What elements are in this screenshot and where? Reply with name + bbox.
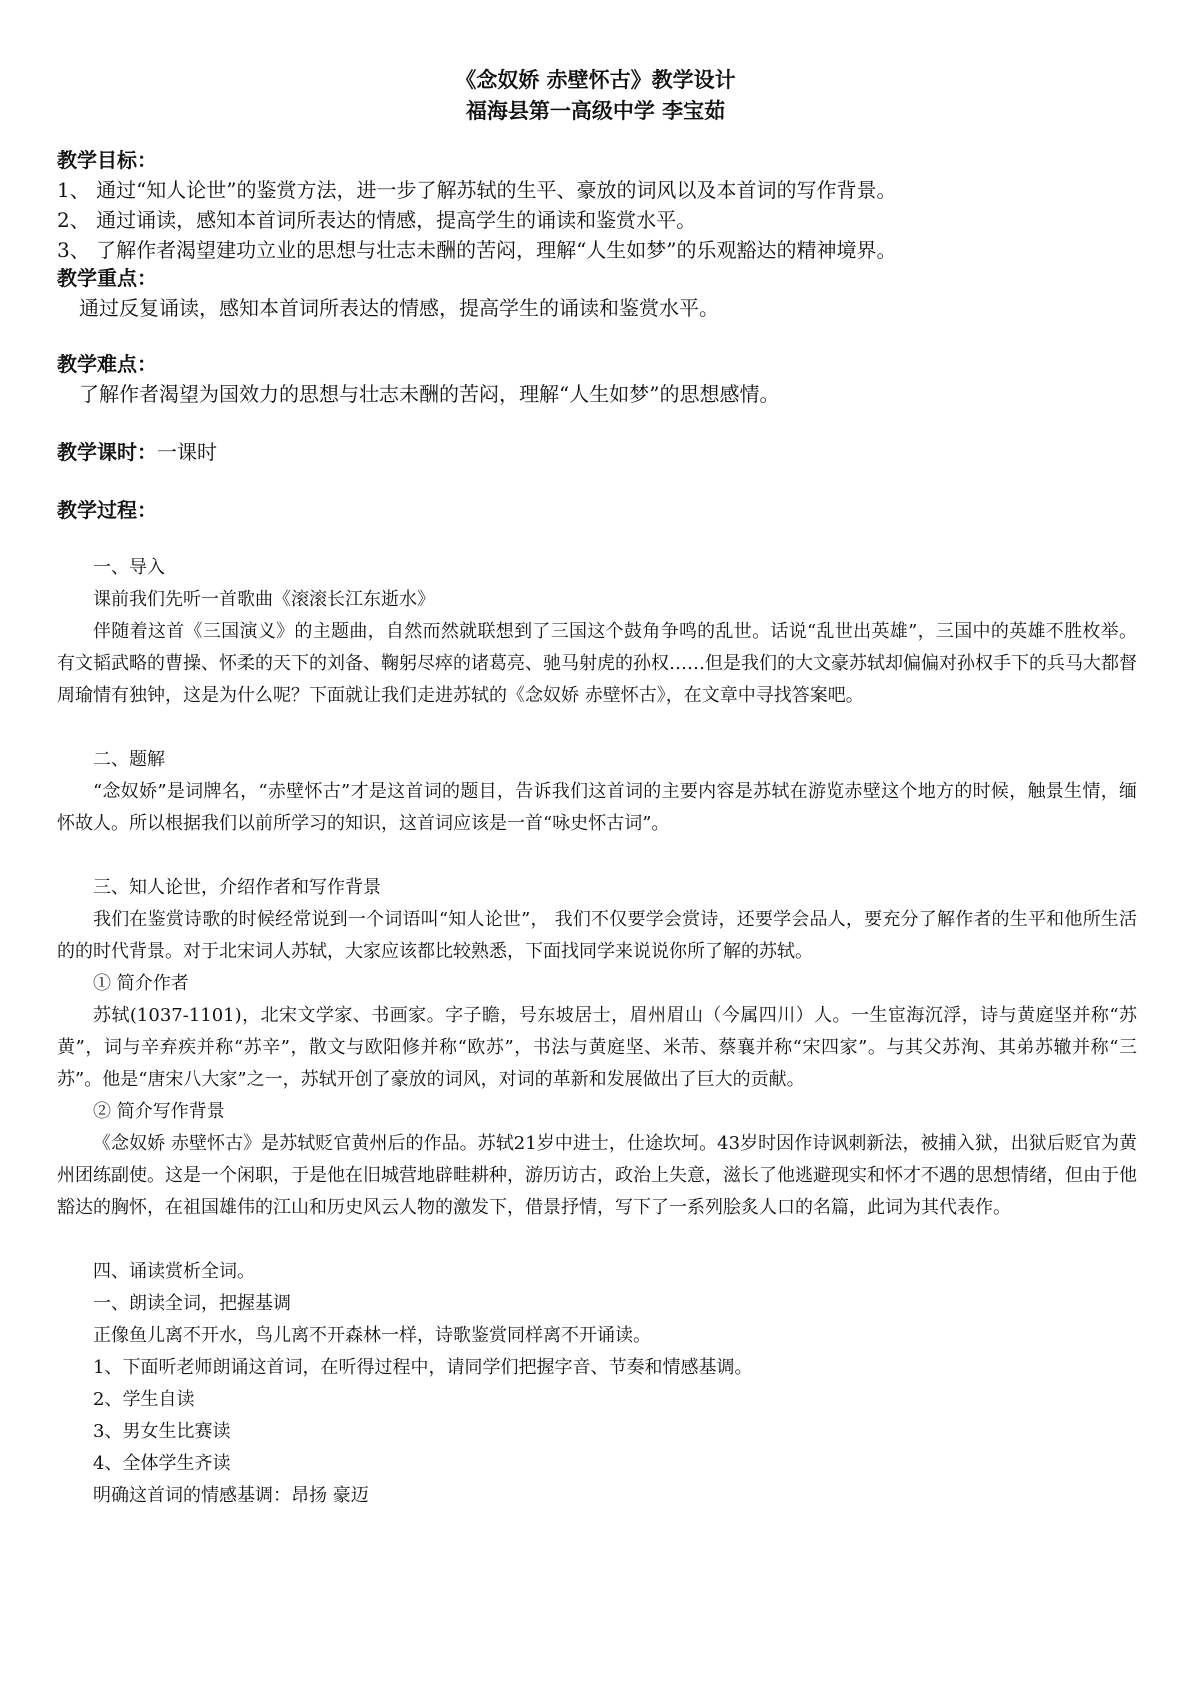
section-2-para-1: “念奴娇”是词牌名，“赤壁怀古”才是这首词的题目，告诉我们这首词的主要内容是苏轼在游览赤壁这个地方的时候，触景生情，缅怀故人。所以根据我们以前所学习的知识，这首词应该是一首“咏史怀古词”。 [57,781,1137,834]
section-4-tone: 明确这首词的情感基调：昂扬 豪迈 [93,1485,369,1506]
section-4-step-1: 1、下面听老师朗诵这首词，在听得过程中，请同学们把握字音、节奏和情感基调。 [93,1357,753,1378]
key-points-text: 通过反复诵读，感知本首词所表达的情感，提高学生的诵读和鉴赏水平。 [79,296,719,320]
process-body [57,552,1137,1512]
hours-line [57,438,217,466]
section-3-sub-2: ② 简介写作背景 [93,1101,225,1122]
hours-heading: 教学课时： [57,440,157,464]
section-1-para-1: 课前我们先听一首歌曲《滚滚长江东逝水》 [93,589,435,610]
objective-item-3: 3、 了解作者渴望建功立业的思想与壮志未酬的苦闷，理解“人生如梦”的乐观豁达的精神境界。 [57,238,897,262]
objectives-heading: 教学目标： [57,148,157,172]
section-4-step-3: 3、男女生比赛读 [93,1421,231,1442]
section-3-para-1: 我们在鉴赏诗歌的时候经常说到一个词语叫“知人论世”， 我们不仅要学会赏诗，还要学会品人，要充分了解作者的生平和他所生活的的时代背景。对于北宋词人苏轼，大家应该都比较熟悉，下面找同学来说说你所了解的苏轼。 [57,909,1137,962]
process-heading: 教学过程： [57,498,157,522]
section-1-para-2: 伴随着这首《三国演义》的主题曲，自然而然就联想到了三国这个鼓角争鸣的乱世。话说“乱世出英雄”，三国中的英雄不胜枚举。有文韬武略的曹操、怀柔的天下的刘备、鞠躬尽瘁的诸葛亮、驰马射虎的孙权……但是我们的大文豪苏轼却偏偏对孙权手下的兵马大都督周瑜情有独钟，这是为什么呢？下面就让我们走进苏轼的《念奴娇 赤壁怀古》，在文章中寻找答案吧。 [57,621,1137,706]
difficulties-heading: 教学难点： [57,352,157,376]
difficulties-text: 了解作者渴望为国效力的思想与壮志未酬的苦闷，理解“人生如梦”的思想感情。 [79,382,780,406]
document-title: 《念奴娇 赤壁怀古》教学设计 [455,67,736,92]
section-4-step-2: 2、学生自读 [93,1389,195,1410]
section-4-title: 四、诵读赏析全词。 [93,1261,255,1282]
section-1-title: 一、导入 [93,557,165,578]
section-2-title: 二、题解 [93,749,165,770]
section-3-para-3: 《念奴娇 赤壁怀古》是苏轼贬官黄州后的作品。苏轼21岁中进士，仕途坎坷。43岁时因作诗讽刺新法，被捕入狱，出狱后贬官为黄州团练副使。这是一个闲职，于是他在旧城营地辟畦耕种，游历访古，政治上失意，滋长了他逃避现实和怀才不遇的思想情绪，但由于他豁达的胸怀，在祖国雄伟的江山和历史风云人物的激发下，借景抒情，写下了一系列脍炙人口的名篇，此词为其代表作。 [57,1133,1137,1218]
objective-item-2: 2、 通过诵读，感知本首词所表达的情感，提高学生的诵读和鉴赏水平。 [57,208,697,232]
section-3-sub-1: ① 简介作者 [93,973,189,994]
section-3-title: 三、知人论世，介绍作者和写作背景 [93,877,381,898]
objective-item-1: 1、 通过“知人论世”的鉴赏方法，进一步了解苏轼的生平、豪放的词风以及本首词的写作背景。 [57,178,897,202]
section-4-para-1: 正像鱼儿离不开水，鸟儿离不开森林一样，诗歌鉴赏同样离不开诵读。 [93,1325,651,1346]
section-3-para-2: 苏轼(1037-1101)，北宋文学家、书画家。字子瞻，号东坡居士，眉州眉山（今属四川）人。一生宦海沉浮，诗与黄庭坚并称“苏黄”，词与辛弃疾并称“苏辛”，散文与欧阳修并称“欧苏”，书法与黄庭坚、米芾、蔡襄并称“宋四家”。与其父苏洵、其弟苏辙并称“三苏”。他是“唐宋八大家”之一，苏轼开创了豪放的词风，对词的革新和发展做出了巨大的贡献。 [57,1005,1137,1090]
key-points-heading: 教学重点： [57,266,157,290]
section-4-step-4: 4、全体学生齐读 [93,1453,231,1474]
section-4-sub-1: 一、朗读全词，把握基调 [93,1293,291,1314]
hours-value: 一课时 [157,440,217,464]
author-line: 福海县第一高级中学 李宝茹 [465,98,726,123]
